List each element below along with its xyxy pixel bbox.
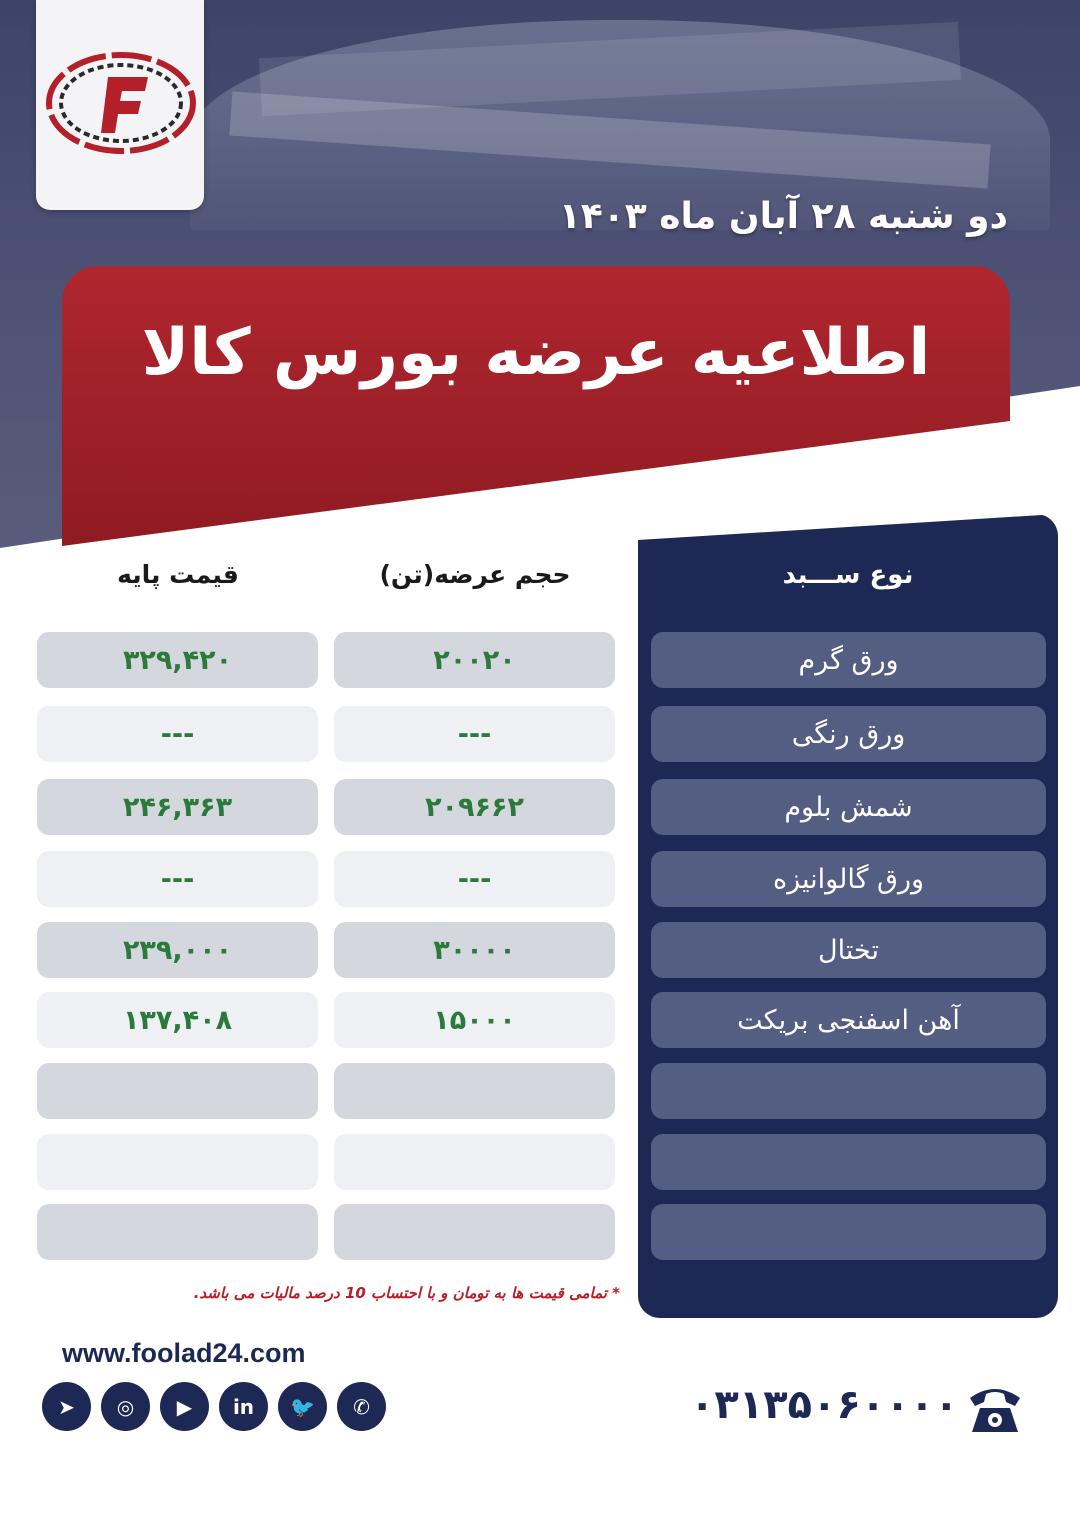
phone-number[interactable]: ۰۳۱۳۵۰۶۰۰۰۰ [690,1382,959,1428]
youtube-icon[interactable]: ▶ [160,1382,209,1431]
type-cell [651,1063,1046,1119]
price-cell: ۲۴۶,۳۶۳ [37,779,318,835]
page-title: اطلاعیه عرضه بورس کالا [141,316,931,390]
price-cell [37,1204,318,1260]
volume-cell [334,1063,615,1119]
type-cell: تختال [651,922,1046,978]
price-cell: --- [37,706,318,762]
type-cell: آهن اسفنجی بریکت [651,992,1046,1048]
type-cell [651,1204,1046,1260]
telegram-icon[interactable]: ➤ [42,1382,91,1431]
volume-cell: ۲۰۰۲۰ [334,632,615,688]
volume-cell [334,1204,615,1260]
price-cell: ۳۲۹,۴۲۰ [37,632,318,688]
price-cell: ۱۳۷,۴۰۸ [37,992,318,1048]
telephone-icon [966,1378,1024,1436]
social-links [42,1382,386,1431]
date-text: دو شنبه ۲۸ آبان ماه ۱۴۰۳ [558,196,1008,237]
column-header-type: نوع ســـبد [782,560,914,590]
price-cell [37,1063,318,1119]
price-cell: ۲۳۹,۰۰۰ [37,922,318,978]
volume-cell: ۱۵۰۰۰ [334,992,615,1048]
column-header-volume: حجم عرضه(تن) [379,560,571,589]
type-cell [651,1134,1046,1190]
type-cell: ورق رنگی [651,706,1046,762]
logo-card[interactable] [36,0,204,210]
volume-cell: ۲۰۹۶۶۲ [334,779,615,835]
price-cell: --- [37,851,318,907]
volume-cell: ۳۰۰۰۰ [334,922,615,978]
twitter-icon[interactable]: 🐦 [278,1382,327,1431]
price-cell [37,1134,318,1190]
tax-note: * تمامی قیمت ها به تومان و با احتساب 10 درصد مالیات می باشد. [193,1284,620,1302]
column-header-price: قیمت پایه [117,560,239,589]
foolad24-f-logo-icon [46,45,196,165]
type-cell: شمش بلوم [651,779,1046,835]
type-cell: ورق گرم [651,632,1046,688]
linkedin-icon[interactable]: in [219,1382,268,1431]
whatsapp-icon[interactable]: ✆ [337,1382,386,1431]
type-cell: ورق گالوانیزه [651,851,1046,907]
volume-cell [334,1134,615,1190]
volume-cell: --- [334,851,615,907]
volume-cell: --- [334,706,615,762]
website-link[interactable]: www.foolad24.com [62,1338,306,1368]
instagram-icon[interactable]: ◎ [101,1382,150,1431]
